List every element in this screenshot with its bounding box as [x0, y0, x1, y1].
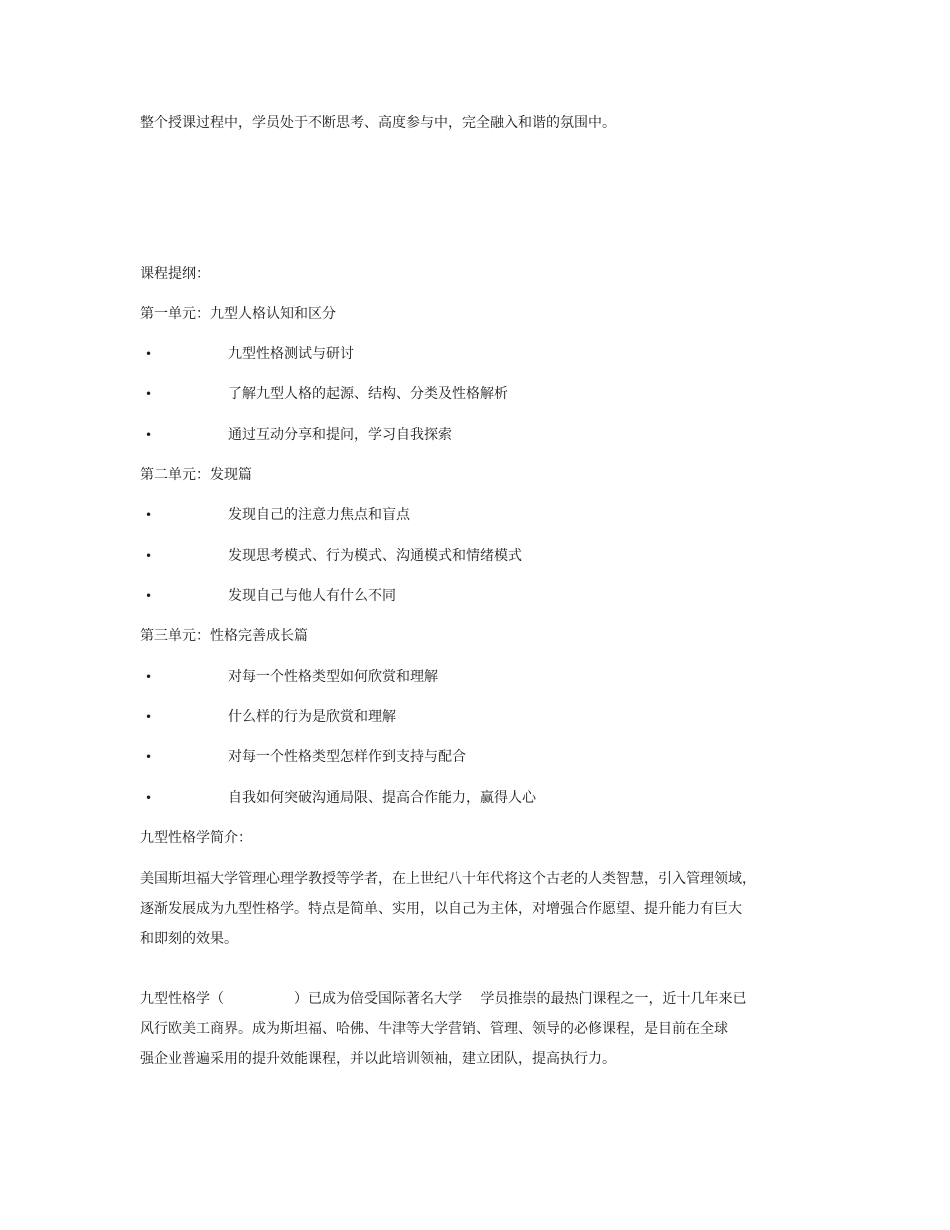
- paragraph-line: 逐渐发展成为九型性格学。特点是简单、实用，以自己为主体，对增强合作愿望、提升能力有巨大: [140, 901, 742, 917]
- bullet-icon: •: [145, 710, 153, 724]
- unit-1-title: 第一单元：九型人格认知和区分: [140, 306, 336, 322]
- bullet-icon: •: [145, 508, 153, 522]
- list-item-text: 什么样的行为是欣赏和理解: [228, 709, 396, 725]
- list-item-text: 发现自己与他人有什么不同: [228, 588, 396, 604]
- bullet-icon: •: [145, 549, 153, 563]
- paragraph-line: 美国斯坦福大学管理心理学教授等学者，在上世纪八十年代将这个古老的人类智慧，引入管理领域，: [140, 871, 756, 887]
- paragraph-line: 和即刻的效果。: [140, 931, 238, 947]
- bullet-icon: •: [145, 428, 153, 442]
- paragraph-line: 强企业普遍采用的提升效能课程，并以此培训领袖，建立团队，提高执行力。: [140, 1051, 616, 1067]
- list-item-text: 对每一个性格类型怎样作到支持与配合: [228, 749, 466, 765]
- bullet-icon: •: [145, 791, 153, 805]
- list-item-text: 发现思考模式、行为模式、沟通模式和情绪模式: [228, 548, 522, 564]
- bullet-icon: •: [145, 589, 153, 603]
- intro-line: 整个授课过程中，学员处于不断思考、高度参与中，完全融入和谐的氛围中。: [140, 115, 616, 131]
- unit-3-title: 第三单元：性格完善成长篇: [140, 628, 308, 644]
- paragraph-line: 九型性格学（ ）已成为倍受国际著名大学 学员推崇的最热门课程之一，近十几年来已: [140, 991, 747, 1007]
- outline-heading: 课程提纲：: [140, 266, 210, 282]
- list-item-text: 九型性格测试与研讨: [228, 346, 354, 362]
- bullet-icon: •: [145, 347, 153, 361]
- list-item-text: 自我如何突破沟通局限、提高合作能力，赢得人心: [228, 790, 536, 806]
- list-item-text: 了解九型人格的起源、结构、分类及性格解析: [228, 386, 508, 402]
- intro-paragraph-2: [140, 984, 820, 1074]
- intro-paragraph-1: [140, 864, 820, 954]
- paragraph-line: 风行欧美工商界。成为斯坦福、哈佛、牛津等大学营销、管理、领导的必修课程，是目前在全球: [140, 1021, 728, 1037]
- list-item-text: 发现自己的注意力焦点和盲点: [228, 507, 410, 523]
- unit-2-title: 第二单元：发现篇: [140, 467, 252, 483]
- list-item-text: 通过互动分享和提问，学习自我探索: [228, 427, 452, 443]
- bullet-icon: •: [145, 387, 153, 401]
- bullet-icon: •: [145, 750, 153, 764]
- bullet-icon: •: [145, 670, 153, 684]
- list-item-text: 对每一个性格类型如何欣赏和理解: [228, 669, 438, 685]
- intro-heading: 九型性格学简介：: [140, 830, 252, 846]
